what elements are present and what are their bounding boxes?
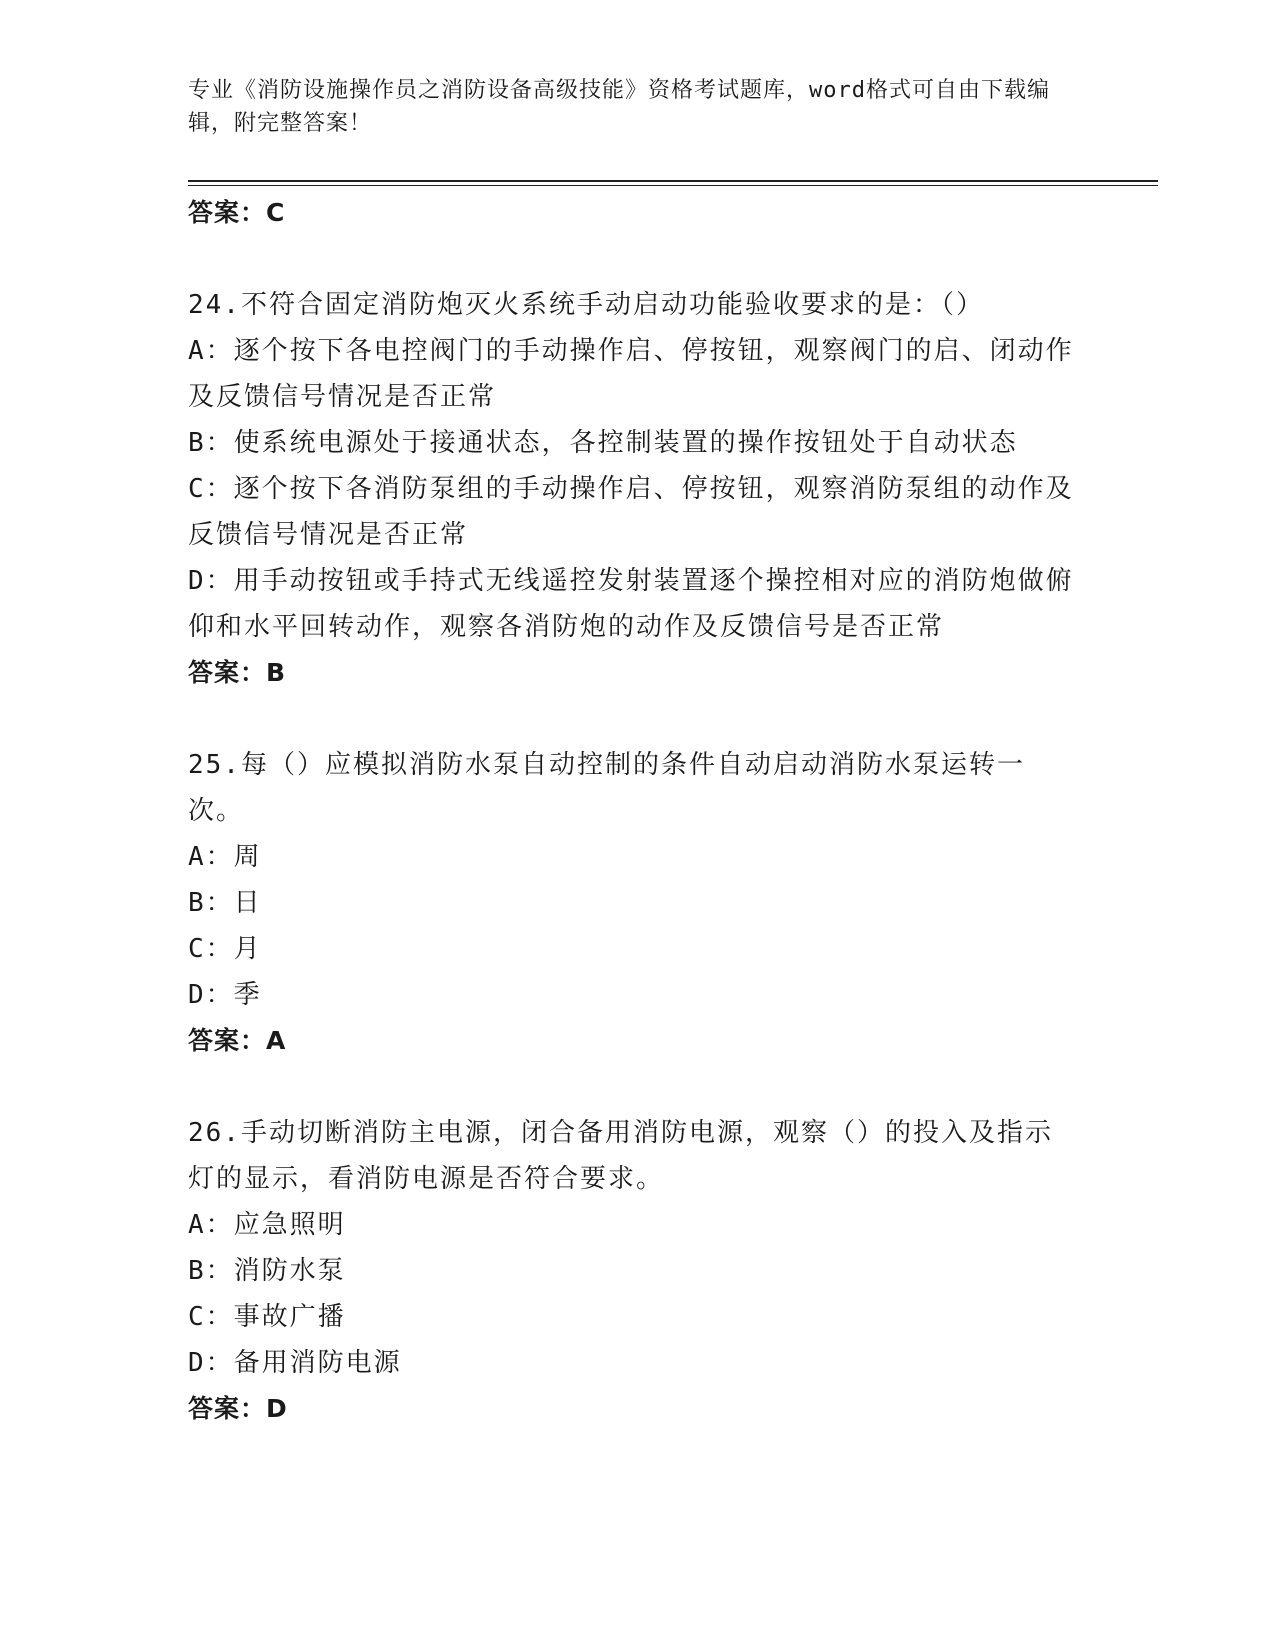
question-26-answer: 答案：D [188, 1394, 288, 1423]
question-26 [188, 1110, 1078, 1432]
document-header: 专业《消防设施操作员之消防设备高级技能》资格考试题库，word格式可自由下载编辑，附完整答案！ [188, 78, 1050, 136]
question-25-option-b: B：日 [188, 888, 262, 918]
answer-23: 答案：C [188, 198, 286, 227]
question-25-option-a: A：周 [188, 842, 262, 872]
question-26-option-b: B：消防水泵 [188, 1256, 346, 1286]
header-divider-thick [188, 180, 1158, 182]
question-list [188, 190, 1078, 1432]
question-26-option-d: D：备用消防电源 [188, 1348, 402, 1378]
question-24-option-c: C：逐个按下各消防泵组的手动操作启、停按钮，观察消防泵组的动作及反馈信号情况是否正常 [188, 474, 1074, 550]
question-25 [188, 742, 1078, 1064]
question-24-option-a: A：逐个按下各电控阀门的手动操作启、停按钮，观察阀门的启、闭动作及反馈信号情况是否正常 [188, 336, 1074, 412]
spacer [188, 1064, 1078, 1110]
question-24-text: 24.不符合固定消防炮灭火系统手动启动功能验收要求的是：（） [188, 290, 984, 320]
question-26-option-c: C：事故广播 [188, 1302, 346, 1332]
spacer [188, 236, 1078, 282]
question-26-option-a: A：应急照明 [188, 1210, 346, 1240]
question-25-option-c: C：月 [188, 934, 262, 964]
spacer [188, 696, 1078, 742]
question-24-option-d: D：用手动按钮或手持式无线遥控发射装置逐个操控相对应的消防炮做俯仰和水平回转动作，观察各消防炮的动作及反馈信号是否正常 [188, 566, 1074, 642]
question-25-answer: 答案：A [188, 1026, 287, 1055]
question-24-option-b: B：使系统电源处于接通状态，各控制装置的操作按钮处于自动状态 [188, 428, 1018, 458]
question-26-text: 26.手动切断消防主电源，闭合备用消防电源，观察（）的投入及指示灯的显示，看消防电源是否符合要求。 [188, 1118, 1053, 1194]
question-24-answer: 答案：B [188, 658, 287, 687]
question-25-option-d: D：季 [188, 980, 262, 1010]
question-24 [188, 282, 1078, 696]
question-25-text: 25.每（）应模拟消防水泵自动控制的条件自动启动消防水泵运转一次。 [188, 750, 1025, 826]
header-divider-thin [188, 185, 1158, 186]
